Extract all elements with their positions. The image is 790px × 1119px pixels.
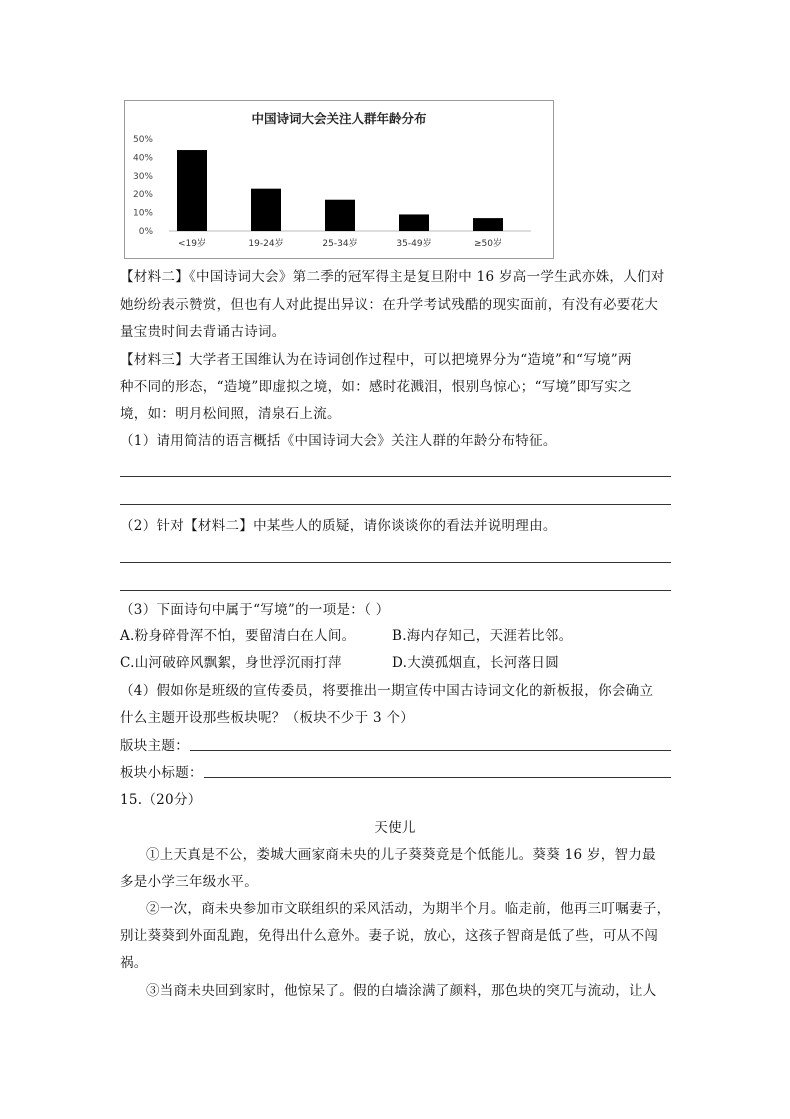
y-tick-label: 30% xyxy=(132,171,153,182)
option-d[interactable]: D.大漠孤烟直，长河落日圆 xyxy=(392,655,560,671)
bar-2 xyxy=(325,200,355,231)
answer-line-q2-2[interactable] xyxy=(120,590,671,591)
question-4-line-1: （4）假如你是班级的宣传委员，将要推出一期宣传中国古诗词文化的新板报，你会确立 xyxy=(120,683,654,699)
subtitle-label: 板块小标题： xyxy=(120,765,203,781)
theme-fill-line[interactable] xyxy=(190,750,671,751)
x-tick-label: <19岁 xyxy=(178,239,206,249)
material2-line-1: 【材料二】《中国诗词大会》第二季的冠军得主是复旦附中 16 岁高一学生武亦姝，人们对 xyxy=(120,269,665,285)
paragraph-2-line-3: 祸。 xyxy=(120,955,148,971)
paragraph-2-line-2: 别让葵葵到外面乱跑，免得出什么意外。妻子说，放心，这孩子智商是低了些，可从不闯 xyxy=(120,928,659,944)
x-tick-label: 35-49岁 xyxy=(396,239,432,249)
question-2: （2）针对【材料二】中某些人的质疑，请你谈谈你的看法并说明理由。 xyxy=(120,518,557,534)
option-b[interactable]: B.海内存知己，天涯若比邻。 xyxy=(392,628,573,644)
story-title: 天使儿 xyxy=(374,820,416,836)
material3-line-3: 境，如：明月松间照，清泉石上流。 xyxy=(120,406,341,422)
y-tick-label: 10% xyxy=(132,208,153,219)
age-distribution-chart xyxy=(124,100,554,259)
paragraph-1-line-2: 多是小学三年级水平。 xyxy=(120,874,258,890)
paragraph-1-line-1: ①上天真是不公，娄城大画家商未央的儿子葵葵竟是个低能儿。葵葵 16 岁，智力最 xyxy=(146,847,656,863)
subtitle-fill-line[interactable] xyxy=(204,777,671,778)
chart-plot xyxy=(125,101,553,258)
material3-line-2: 种不同的形态，“造境”即虚拟之境，如：感时花溅泪，恨别鸟惊心；“写境”即写实之 xyxy=(120,379,632,395)
answer-line-q1-2[interactable] xyxy=(120,504,671,505)
option-a[interactable]: A.粉身碎骨浑不怕，要留清白在人间。 xyxy=(120,628,356,644)
bar-4 xyxy=(473,218,503,231)
bar-1 xyxy=(251,189,281,231)
question-15-header: 15.（20分） xyxy=(120,792,202,808)
question-1: （1）请用简洁的语言概括《中国诗词大会》关注人群的年龄分布特征。 xyxy=(120,433,557,449)
x-tick-label: ≥50岁 xyxy=(474,239,502,249)
paragraph-2-line-1: ②一次，商未央参加市文联组织的采风活动，为期半个月。临走前，他再三叮嘱妻子， xyxy=(146,901,671,917)
option-c[interactable]: C.山河破碎风飘絮，身世浮沉雨打萍 xyxy=(120,655,342,671)
material2-line-3: 量宝贵时间去背诵古诗词。 xyxy=(120,324,286,340)
question-4-line-2: 什么主题开设那些板块呢？（板块不少于 3 个） xyxy=(120,710,415,726)
answer-line-q1-1[interactable] xyxy=(120,476,671,477)
material2-line-2: 她纷纷表示赞赏，但也有人对此提出异议：在升学考试残酷的现实面前，有没有必要花大 xyxy=(120,297,659,313)
question-3: （3）下面诗句中属于“写境”的一项是：（ ） xyxy=(120,602,390,618)
bar-3 xyxy=(399,214,429,231)
theme-label: 版块主题： xyxy=(120,738,189,754)
x-tick-label: 19-24岁 xyxy=(248,239,284,249)
y-tick-label: 0% xyxy=(138,227,153,237)
material3-line-1: 【材料三】大学者王国维认为在诗词创作过程中，可以把境界分为“造境”和“写境”两 xyxy=(120,352,632,368)
y-tick-label: 20% xyxy=(132,190,153,201)
chart-title: 中国诗词大会关注人群年龄分布 xyxy=(251,111,427,126)
y-tick-label: 50% xyxy=(132,135,153,145)
paragraph-3-line-1: ③当商未央回到家时，他惊呆了。假的白墙涂满了颜料，那色块的突兀与流动，让人 xyxy=(146,983,657,999)
x-tick-label: 25-34岁 xyxy=(322,239,358,249)
y-tick-label: 40% xyxy=(132,153,153,164)
answer-line-q2-1[interactable] xyxy=(120,562,671,563)
bar-0 xyxy=(177,150,207,231)
